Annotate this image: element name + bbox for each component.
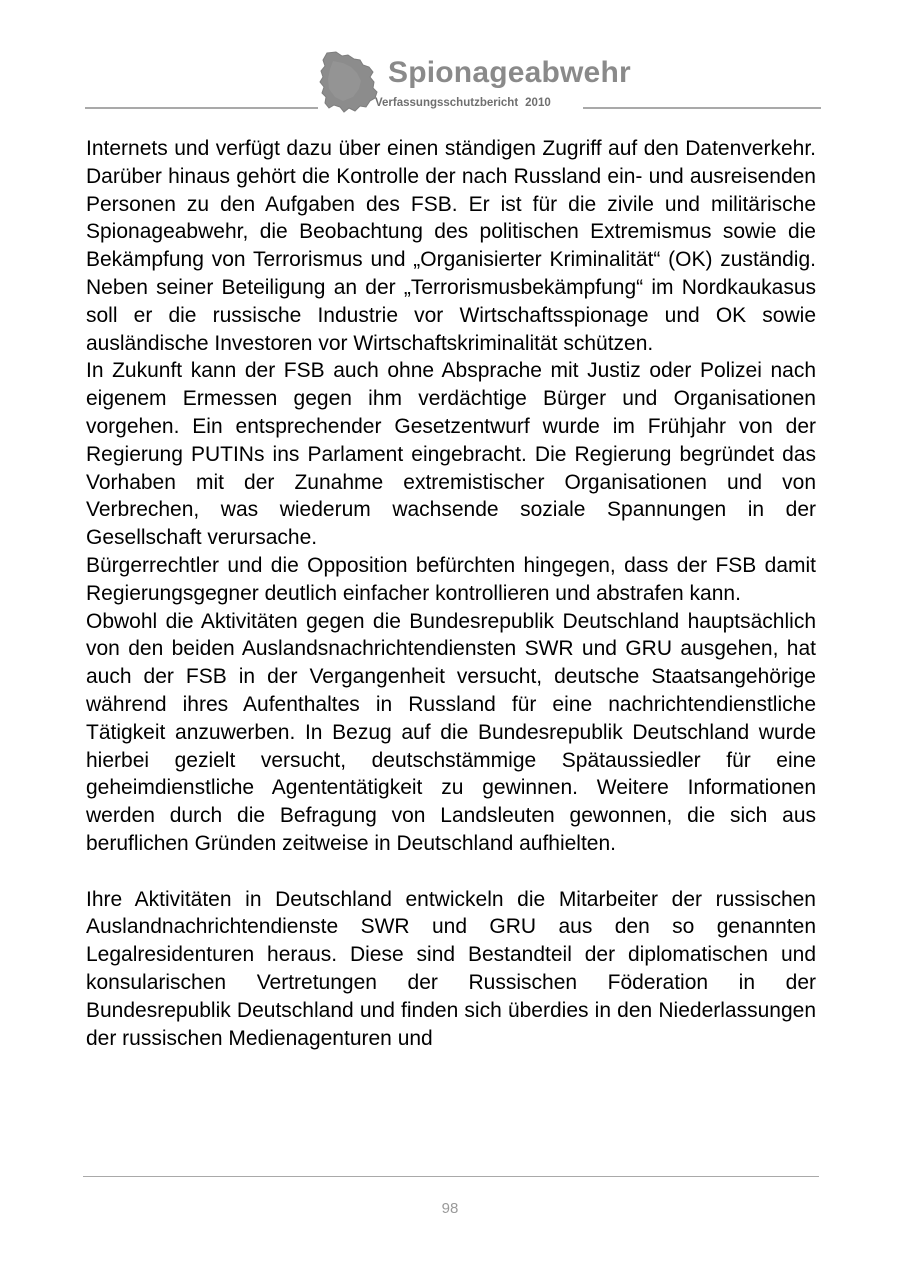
header-subtitle (375, 98, 551, 110)
page-number: 98 (441, 1200, 459, 1217)
header-subtitle-year: 2010 (525, 97, 551, 109)
header-title: Spionageabwehr (388, 56, 631, 89)
header-rule-left (85, 107, 318, 109)
footer-rule (83, 1176, 819, 1177)
state-map-icon (313, 51, 379, 113)
paragraph: Obwohl die Aktivitäten gegen die Bundesrepublik Deutschland hauptsächlich von den beiden Auslandsnachrichtendiensten SWR und GRU ausgehen, hat auch der FSB in der Vergangenheit versucht, deutsche Staatsangehörige während ihres Aufenthaltes in Russland für eine nachrichtendienstliche Tätigkeit anzuwerben. In Bezug auf die Bundesrepublik Deutschland wurde hierbei gezielt versucht, deutschstämmige Spätaussiedler für eine geheimdienstliche Agententätigkeit zu gewinnen. Weitere Informationen werden durch die Befragung von Landsleuten gewonnen, die sich aus beruflichen Gründen zeitweise in Deutschland aufhielten. (86, 609, 816, 855)
paragraph: Bürgerrechtler und die Opposition befürchten hingegen, dass der FSB damit Regierungsgegner deutlich einfacher kontrollieren und abstrafen kann. (86, 553, 816, 605)
body-text (86, 135, 816, 1052)
header-subtitle-label: Verfassungsschutzbericht (375, 97, 519, 109)
paragraph: Internets und verfügt dazu über einen ständigen Zugriff auf den Datenverkehr. Darüber hinaus gehört die Kontrolle der nach Russland ein- und ausreisenden Personen zu den Aufgaben des FSB. Er ist für die zivile und militärische Spionageabwehr, die Beobachtung des politischen Extremismus sowie die Bekämpfung von Terrorismus und „Organisierter Kriminalität“ (OK) zuständig. Neben seiner Beteiligung an der „Terrorismusbekämpfung“ im Nordkaukasus soll er die russische Industrie vor Wirtschaftsspionage und OK sowie ausländische Investoren vor Wirtschaftskriminalität schützen. (86, 137, 816, 355)
paragraph: Ihre Aktivitäten in Deutschland entwickeln die Mitarbeiter der russischen Auslandnachrichtendienste SWR und GRU aus den so genannten Legalresidenturen heraus. Diese sind Bestandteil der diplomatischen und konsularischen Vertretungen der Russischen Föderation in der Bundesrepublik Deutschland und finden sich überdies in den Niederlassungen der russischen Medienagenturen und (86, 887, 816, 1050)
paragraph: In Zukunft kann der FSB auch ohne Absprache mit Justiz oder Polizei nach eigenem Ermessen gegen ihm verdächtige Bürger und Organisationen vorgehen. Ein entsprechender Gesetzentwurf wurde im Frühjahr von der Regierung PUTINs ins Parlament eingebracht. Die Regierung begründet das Vorhaben mit der Zunahme extremistischer Organisationen und von Verbrechen, was wiederum wachsende soziale Spannungen in der Gesellschaft verursache. (86, 359, 816, 550)
header-rule-right (583, 107, 821, 109)
